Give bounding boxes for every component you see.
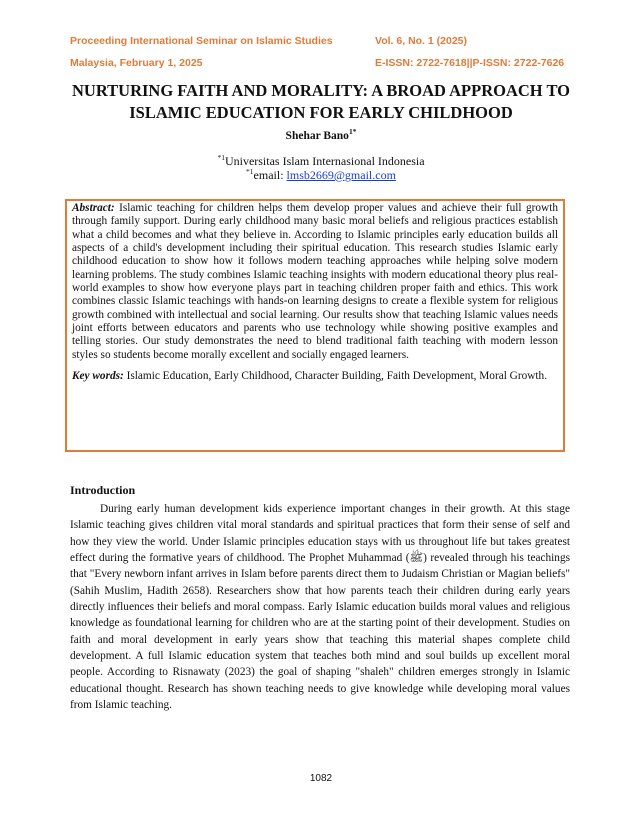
volume-info: Vol. 6, No. 1 (2025) xyxy=(375,35,468,47)
abstract-paragraph xyxy=(72,202,558,362)
keywords-label: Key words: xyxy=(72,370,124,383)
page-number: 1082 xyxy=(309,773,333,784)
email-link[interactable]: lmsb2669@gmail.com xyxy=(286,168,396,182)
abstract-box xyxy=(65,199,565,452)
proceeding-title: Proceeding International Seminar on Islamic Studies xyxy=(70,35,333,47)
email-label: email: xyxy=(253,168,287,182)
affiliation-sup: *1 xyxy=(217,153,225,162)
affiliation xyxy=(0,154,642,182)
paper-title: NURTURING FAITH AND MORALITY: A BROAD APPROACH TO ISLAMIC EDUCATION FOR EARLY CHILDHOOD xyxy=(72,81,570,122)
author-name: Shehar Bano xyxy=(285,130,349,142)
keywords-paragraph xyxy=(72,370,558,383)
introduction-heading: Introduction xyxy=(70,483,136,497)
author xyxy=(0,127,642,142)
issn-info: E-ISSN: 2722-7618||P-ISSN: 2722-7626 xyxy=(375,57,565,69)
introduction-text: During early human development kids experience important changes in their growth. At this stage Islamic teaching gives children vital moral standards and spiritual practices that form their sense of self and how they view the world. Under Islamic principles education stays with us throughout life but takes greatest effect during the formative years of childhood. The Prophet Muhammad (ﷺ) revealed through his teachings that "Every newborn infant arrives in Islam before parents direct them to Judaism Christian or Magian beliefs" (Sahih Muslim, Hadith 2658). Researchers show that how parents teach their children during early years directly influences their beliefs and moral compass. Early Islamic education builds moral values and religious knowledge as foundational learning for children who are at the starting point of their development. Studies on faith and moral development in early years show that teaching this material shapes complete child development. A full Islamic education system that teaches both mind and soul builds up excellent moral people. According to Risnawaty (2023) the goal of shaping "shaleh" children emerges strongly in Islamic educational thought. Research has shown teaching needs to give knowledge while developing moral values from Islamic teaching. xyxy=(70,503,570,712)
institution: Universitas Islam Internasional Indonesia xyxy=(224,154,425,168)
location-date: Malaysia, February 1, 2025 xyxy=(70,57,203,69)
introduction-section xyxy=(70,483,570,713)
abstract-text: Islamic teaching for children helps them develop proper values and achieve their full growth through family support. During early childhood many basic moral beliefs and religious practices establish what a child becomes and what they believe in. According to Islamic principles early education builds all aspects of a child's development including their spiritual education. This research studies Islamic early childhood education to show how it follows modern teaching approaches while helping solve modern learning problems. The study combines Islamic teaching insights with modern educational theory plus real-world examples to show how everyone plays part in teaching children proper faith and ethics. This work combines classic Islamic teachings with hands-on learning designs to create a flexible system for religious growth combined with intellectual and social learning. Our results show that teaching Islamic values needs joint efforts between educators and parents who use technology while showing positive examples and telling stories. Our study demonstrates the need to blend traditional faith teaching with modern lesson styles so students become morally excellent and socially engaged learners. xyxy=(72,202,558,361)
author-sup: 1* xyxy=(348,127,357,137)
abstract-label: Abstract: xyxy=(72,202,115,214)
email-sup: *1 xyxy=(246,167,254,176)
keywords-text: Islamic Education, Early Childhood, Character Building, Faith Development, Moral Growth. xyxy=(126,370,548,383)
